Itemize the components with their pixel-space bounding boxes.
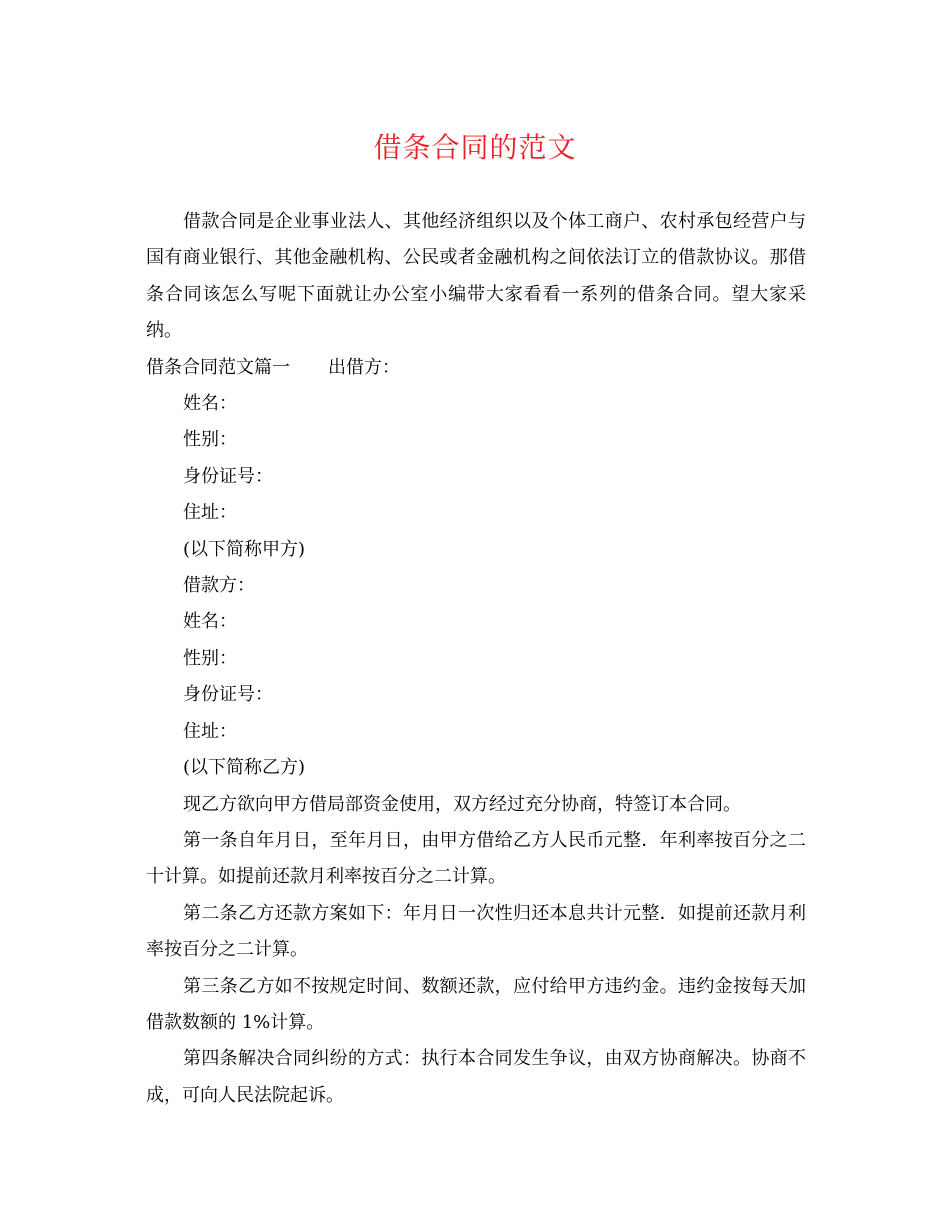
lender-address-field: 住址： bbox=[183, 502, 237, 524]
lender-name-field: 姓名： bbox=[183, 393, 237, 415]
section-heading: 借条合同范文篇一 bbox=[146, 356, 290, 378]
document-body bbox=[146, 204, 806, 1114]
lender-gender-field: 性别： bbox=[183, 429, 237, 451]
document-title: 借条合同的范文 bbox=[373, 131, 577, 164]
section-heading-line bbox=[146, 350, 806, 386]
borrower-name-field: 姓名： bbox=[183, 611, 237, 633]
borrower-gender-field: 性别： bbox=[183, 647, 237, 669]
article-1: 第一条自年月日，至年月日，由甲方借给乙方人民币元整．年利率按百分之二十计算。如提前还款月利率按百分之二计算。 bbox=[146, 829, 806, 888]
borrower-label: 借款方： bbox=[183, 575, 255, 597]
preamble-paragraph: 现乙方欲向甲方借局部资金使用，双方经过充分协商，特签订本合同。 bbox=[183, 793, 741, 815]
article-2: 第二条乙方还款方案如下：年月日一次性归还本息共计元整．如提前还款月利率按百分之二计算。 bbox=[146, 902, 806, 961]
article-3: 第三条乙方如不按规定时间、数额还款，应付给甲方违约金。违约金按每天加借款数额的 1%计算。 bbox=[146, 975, 806, 1033]
borrower-id-field: 身份证号： bbox=[183, 684, 273, 706]
intro-paragraph: 借款合同是企业事业法人、其他经济组织以及个体工商户、农村承包经营户与国有商业银行、其他金融机构、公民或者金融机构之间依法订立的借款协议。那借条合同该怎么写呢下面就让办公室小编带大家看看一系列的借条合同。望大家采纳。 bbox=[146, 211, 806, 342]
lender-id-field: 身份证号： bbox=[183, 465, 273, 487]
borrower-address-field: 住址： bbox=[183, 720, 237, 742]
borrower-alias: (以下简称乙方) bbox=[183, 757, 306, 779]
article-4: 第四条解决合同纠纷的方式：执行本合同发生争议，由双方协商解决。协商不成，可向人民法院起诉。 bbox=[146, 1048, 806, 1106]
lender-label: 出借方： bbox=[328, 356, 400, 378]
lender-alias: (以下简称甲方) bbox=[183, 538, 306, 560]
